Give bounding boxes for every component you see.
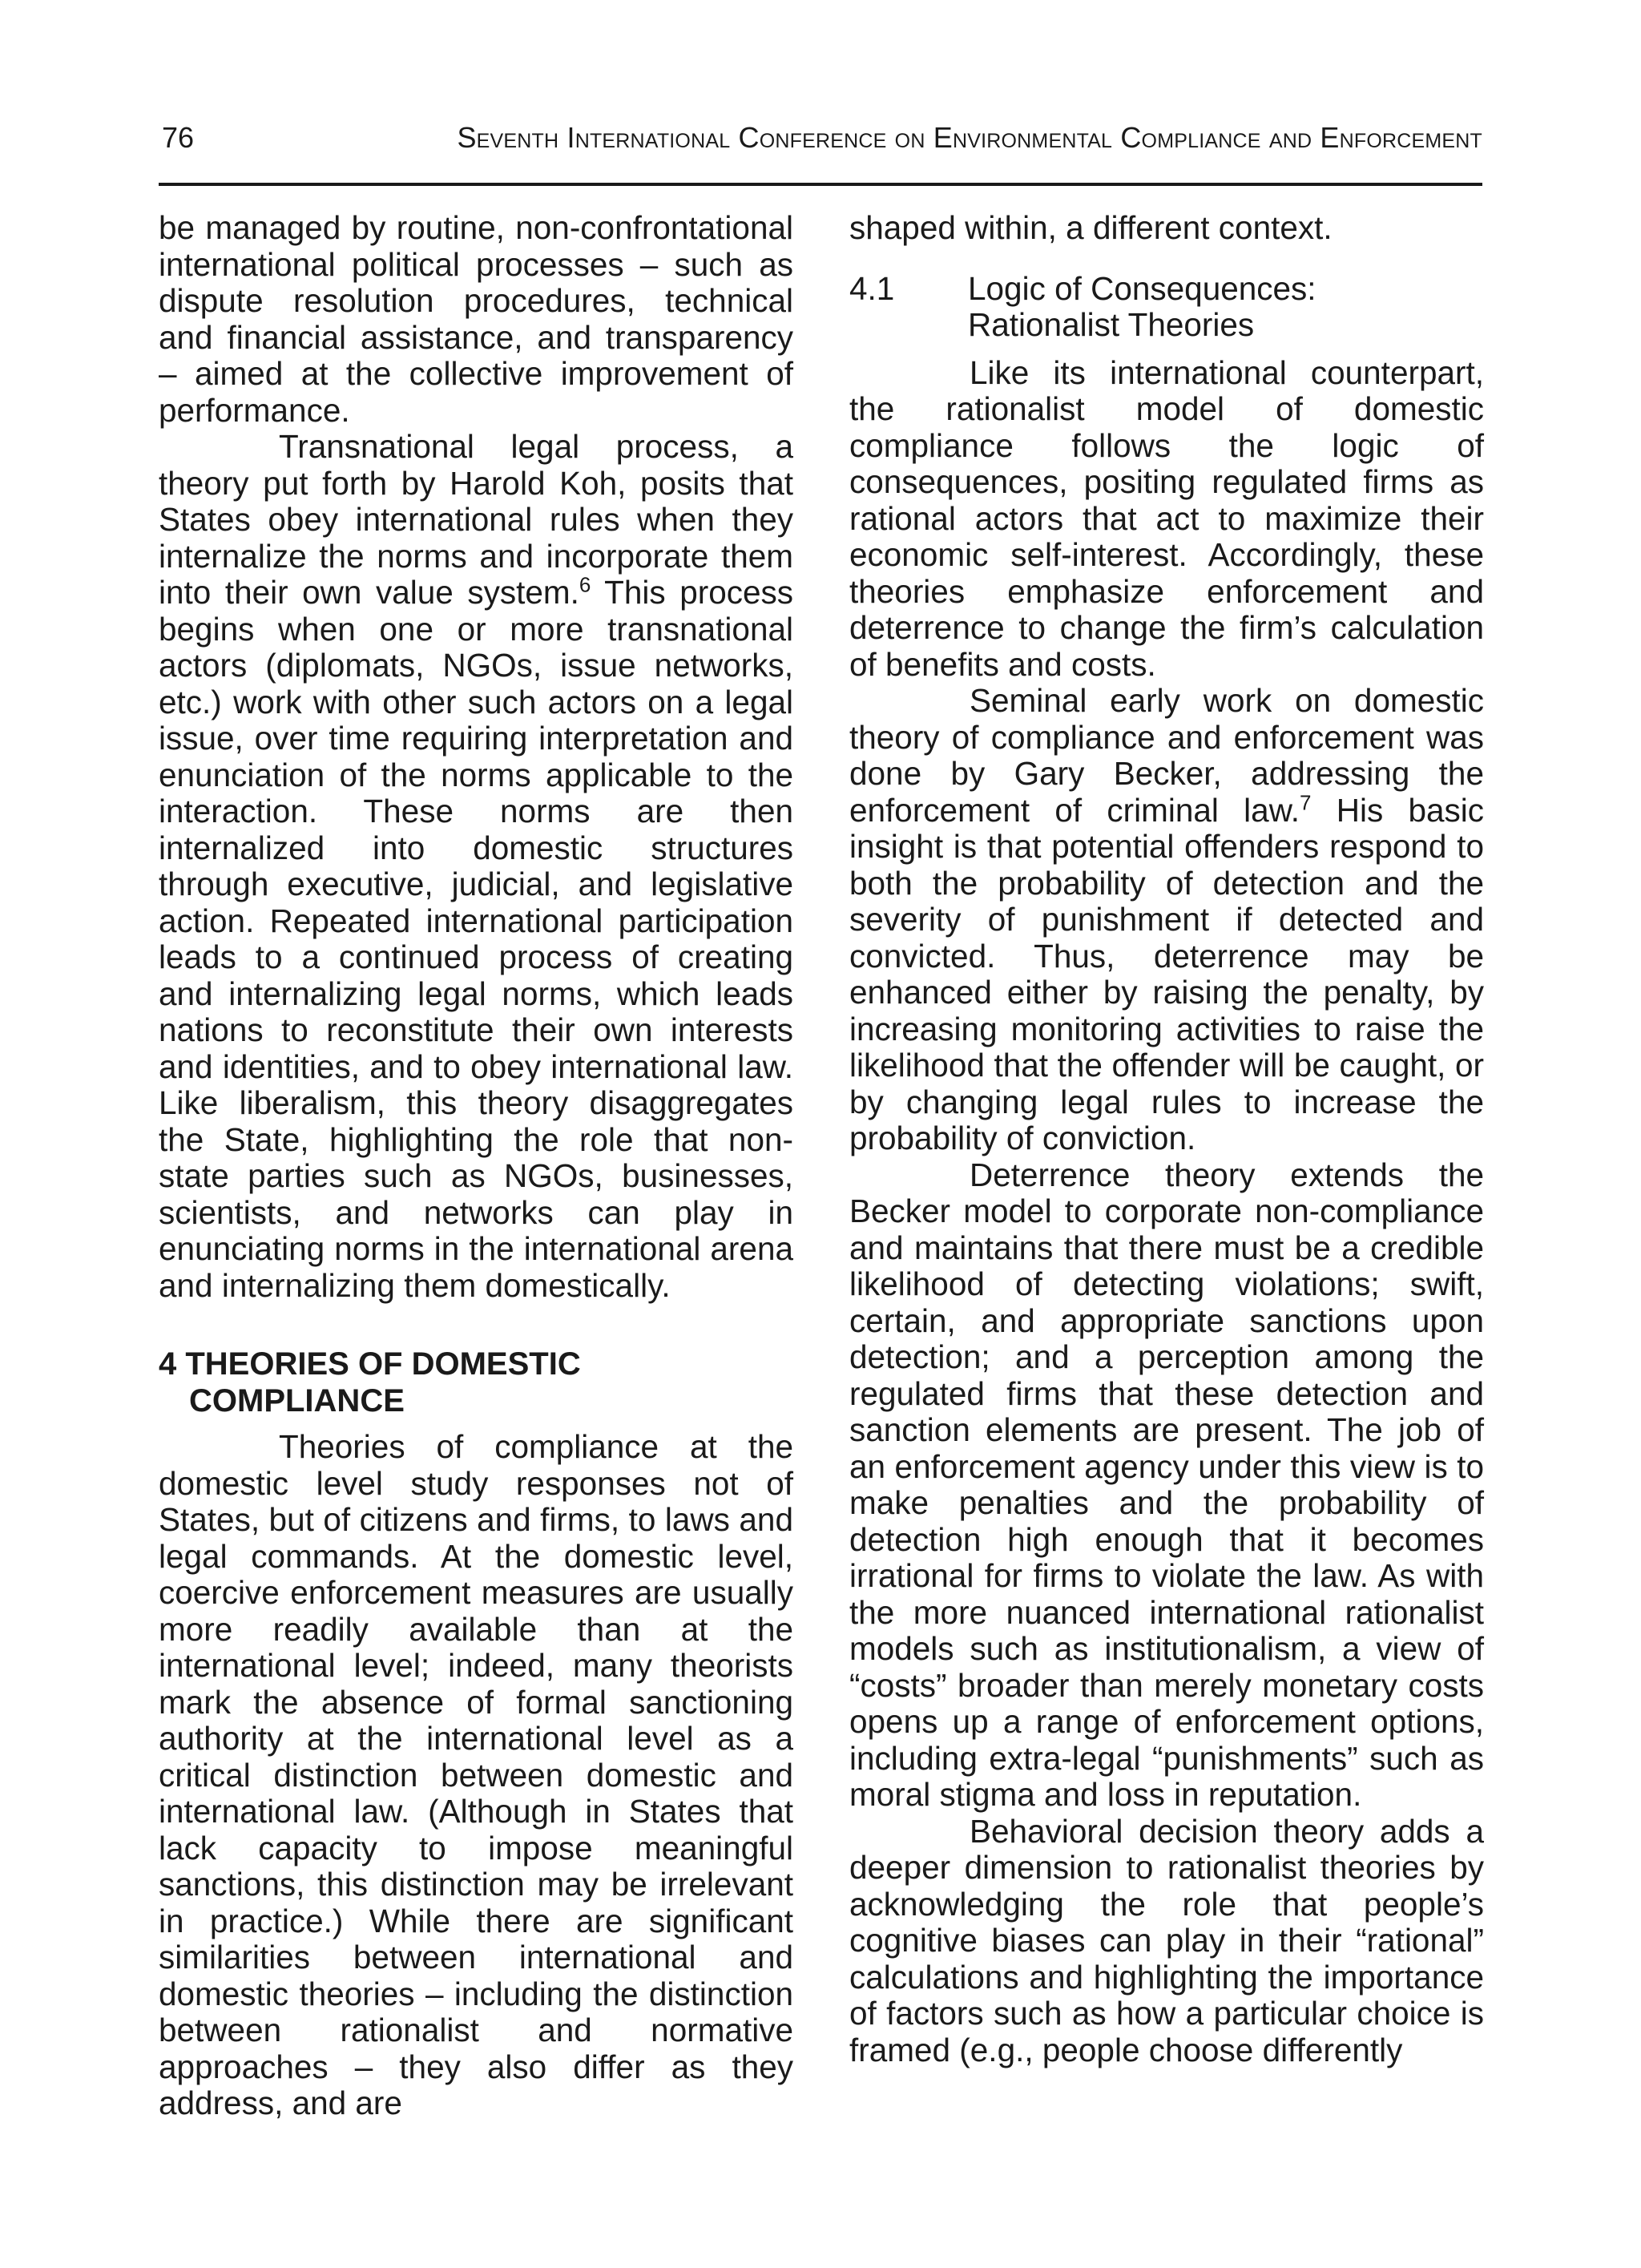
subsection-title-line-1: Logic of Consequences: bbox=[968, 269, 1316, 307]
page-number: 76 bbox=[162, 121, 195, 154]
running-title: Seventh International Conference on Environmental Compliance and Enforcement bbox=[457, 121, 1482, 154]
paragraph-right-2 bbox=[849, 683, 1484, 1157]
header-rule bbox=[159, 183, 1482, 186]
paragraph-right-0: shaped within, a different context. bbox=[849, 209, 1333, 246]
left-column bbox=[159, 210, 793, 2122]
subsection-title bbox=[968, 271, 1484, 344]
page-header bbox=[159, 111, 1482, 159]
footnote-ref-6: 6 bbox=[579, 572, 591, 597]
paragraph-left-2-text-b: This process begins when one or more transnational actors (diplomats, NGOs, issue networks, etc.) work with other such actors on a legal issue, over time requiring interpretation and enunciation of the norms applicable to the interaction. These norms are then internalized into domestic structures through executive, judicial, and legislative action. Repeated international participation leads to a continued process of creating and internalizing legal norms, which leads nations to reconstitute their own interests and identities, and to obey international law. Like liberalism, this theory disaggregates the State, highlighting the role that non-state parties such as NGOs, businesses, scientists, and networks can play in enunciating norms in the international arena and internalizing them domestically. bbox=[159, 574, 794, 1304]
paragraph-left-2-text-a: Transnational legal process, a theory put forth by Harold Koh, posits that States obey international rules when they internalize the norms and incorporate them into their own value system. bbox=[159, 428, 793, 611]
subsection-number: 4.1 bbox=[849, 269, 895, 307]
paragraph-right-2-text-a: Seminal early work on domestic theory of compliance and enforcement was done by Gary Becker, addressing the enforcement of criminal law. bbox=[849, 682, 1484, 829]
subsection-heading-4-1 bbox=[849, 271, 1484, 344]
paragraph-right-4: Behavioral decision theory adds a deeper dimension to rationalist theories by acknowledging the role that people’s cognitive biases can play in their “rational” calculations and highlighting the importance of factors such as how a particular choice is framed (e.g., people choose differently bbox=[849, 1812, 1484, 2068]
paragraph-right-3: Deterrence theory extends the Becker model to corporate non-compliance and maintains that there must be a credible likelihood of detecting violations; swift, certain, and appropriate sanctions upon detection; and a perception among the regulated firms that these detection and sanction elements are present. The job of an enforcement agency under this view is to make penalties and the probability of detection high enough that it becomes irrational for firms to violate the law. As with the more nuanced international rationalist models such as institutionalism, a view of “costs” broader than merely monetary costs opens up a range of enforcement options, including extra-legal “punishments” such as moral stigma and loss in reputation. bbox=[849, 1156, 1484, 1813]
footnote-ref-7: 7 bbox=[1299, 790, 1312, 814]
paragraph-left-1: be managed by routine, non-confrontational international political processes – such as dispute resolution procedures, technical and financial assistance, and transparency – aimed at the collective improvement of performance. bbox=[159, 209, 793, 429]
subsection-title-line-2: Rationalist Theories bbox=[968, 306, 1255, 343]
paragraph-right-1: Like its international counterpart, the rationalist model of domestic compliance follows the logic of consequences, positing regulated firms as rational actors that act to maximize their economic self-interest. Accordingly, these theories emphasize enforcement and deterrence to change the firm’s calculation of benefits and costs. bbox=[849, 353, 1484, 683]
paragraph-left-2 bbox=[159, 429, 793, 1304]
paragraph-right-2-text-b: His basic insight is that potential offenders respond to both the probability of detection and the severity of punishment if detected and convicted. Thus, deterrence may be enhanced either by raising the penalty, by increasing monitoring activities to raise the likelihood that the offender will be caught, or by changing legal rules to increase the probability of conviction. bbox=[849, 791, 1484, 1156]
right-column bbox=[849, 210, 1484, 2068]
paragraph-left-3: Theories of compliance at the domestic level study responses not of States, but of citizens and firms, to laws and legal commands. At the domestic level, coercive enforcement measures are usually more readily available than at the international level; indeed, many theorists mark the absence of formal sanctioning authority at the international level as a critical distinction between domestic and international law. (Although in States that lack capacity to impose meaningful sanctions, this distinction may be irrelevant in practice.) While there are significant similarities between international and domestic theories – including the distinction between rationalist and normative approaches – they also differ as they address, and are bbox=[159, 1428, 793, 2121]
section-heading-4: 4 THEORIES OF DOMESTIC COMPLIANCE bbox=[159, 1346, 581, 1419]
